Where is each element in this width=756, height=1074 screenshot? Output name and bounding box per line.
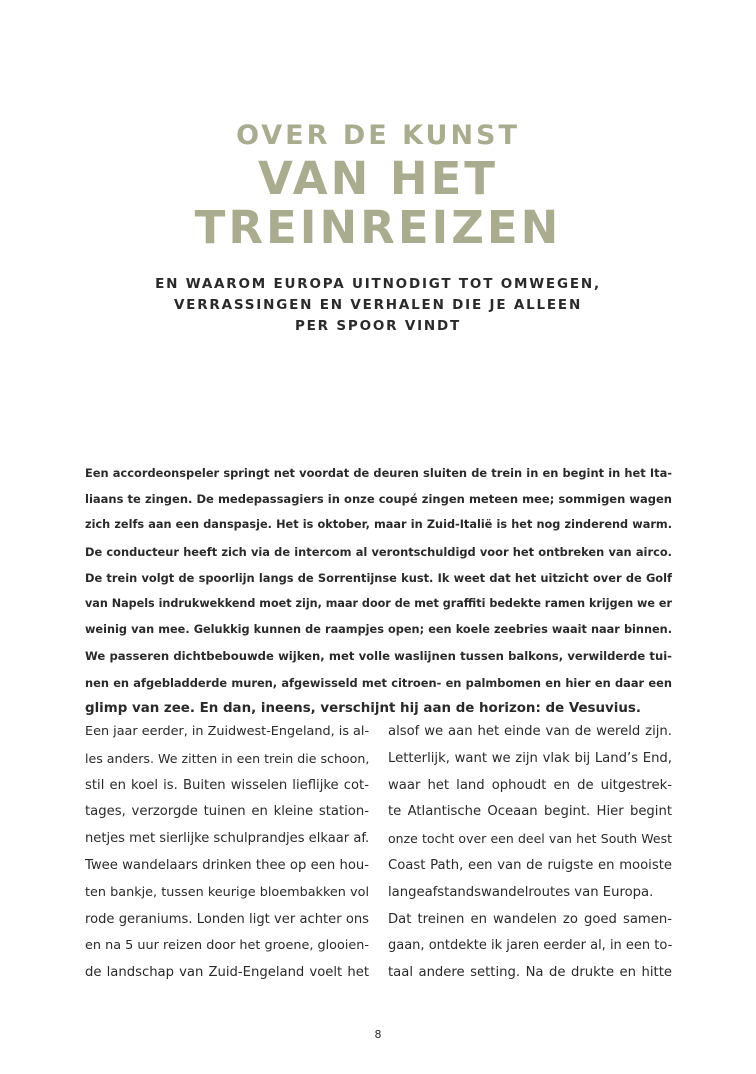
chapter-title	[0, 118, 756, 252]
body-column-right	[388, 719, 672, 987]
chapter-subtitle	[100, 274, 656, 337]
intro-line: nen en afgebladderde muren, afgewisseld met citroen- en palmbomen en hier en daar een	[85, 675, 672, 690]
intro-line: van Napels indrukwekkend moet zijn, maar door de met graffiti bedekte ramen krijgen we er	[85, 597, 672, 611]
body-line: te Atlantische Oceaan begint. Hier begint	[388, 804, 672, 820]
body-line: gaan, ontdekte ik jaren eerder al, in een to-	[388, 938, 673, 954]
intro-line: We passeren dichtbebouwde wijken, met volle waslijnen tussen balkons, verwilderde tui-	[85, 649, 672, 664]
intro-line: De trein volgt de spoorlijn langs de Sorrentijnse kust. Ik weet dat het uitzicht over de Golf	[85, 570, 672, 585]
subtitle-line: VERRASSINGEN EN VERHALEN DIE JE ALLEEN	[173, 297, 583, 313]
intro-line: zich zelfs aan een danspasje. Het is oktober, maar in Zuid-Italië is het nog zinderend warm.	[85, 518, 672, 532]
intro-line: weinig van mee. Gelukkig kunnen de raampjes open; een koele zeebries waait naar binnen.	[85, 623, 672, 637]
intro-paragraph	[85, 460, 672, 722]
body-line: Twee wandelaars drinken thee op een hou-	[85, 857, 369, 873]
title-line-3: TREINREIZEN	[194, 201, 562, 254]
body-line: stil en koel is. Buiten wisselen lieflijke cot-	[85, 777, 369, 793]
body-line: Dat treinen en wandelen zo goed samen-	[388, 911, 672, 927]
body-line: waar het land ophoudt en de uitgestrek-	[388, 777, 672, 793]
intro-line: De conducteur heeft zich via de intercom al verontschuldigd voor het ontbreken van airco.	[85, 544, 672, 559]
subtitle-line: EN WAAROM EUROPA UITNODIGT TOT OMWEGEN,	[155, 276, 601, 292]
title-line-1: OVER DE KUNST	[236, 120, 520, 151]
body-line: en na 5 uur reizen door het groene, glooien-	[85, 938, 369, 954]
body-line: Letterlijk, want we zijn vlak bij Land’s End,	[388, 750, 672, 766]
body-line: onze tocht over een deel van het South West	[388, 831, 672, 847]
body-line: alsof we aan het einde van de wereld zijn.	[388, 724, 672, 739]
page-number: 8	[374, 1028, 382, 1041]
body-line: de landschap van Zuid-Engeland voelt het	[85, 965, 369, 981]
body-line: netjes met sierlijke schulprandjes elkaar af.	[85, 831, 370, 847]
intro-line: liaans te zingen. De medepassagiers in onze coupé zingen meteen mee; sommigen wagen	[85, 492, 672, 507]
body-line: tages, verzorgde tuinen en kleine station-	[85, 804, 369, 820]
intro-line: Een accordeonspeler springt net voordat de deuren sluiten de trein in en begint in het Ita-	[85, 466, 672, 480]
body-column-left	[85, 719, 369, 987]
subtitle-line: PER SPOOR VINDT	[294, 318, 462, 334]
intro-line: glimp van zee. En dan, ineens, verschijnt hij aan de horizon: de Vesuvius.	[85, 700, 641, 716]
body-line: Coast Path, een van de ruigste en mooiste	[388, 857, 672, 873]
body-line: langeafstandswandelroutes van Europa.	[388, 884, 654, 900]
body-line: taal andere setting. Na de drukte en hitte	[388, 965, 672, 981]
body-line: Een jaar eerder, in Zuidwest-Engeland, is al-	[85, 724, 370, 739]
body-line: les anders. We zitten in een trein die schoon,	[85, 750, 370, 766]
title-line-2: VAN HET	[257, 152, 499, 205]
body-line: ten bankje, tussen keurige bloembakken vol	[85, 884, 369, 900]
body-line: rode geraniums. Londen ligt ver achter ons	[85, 911, 369, 927]
